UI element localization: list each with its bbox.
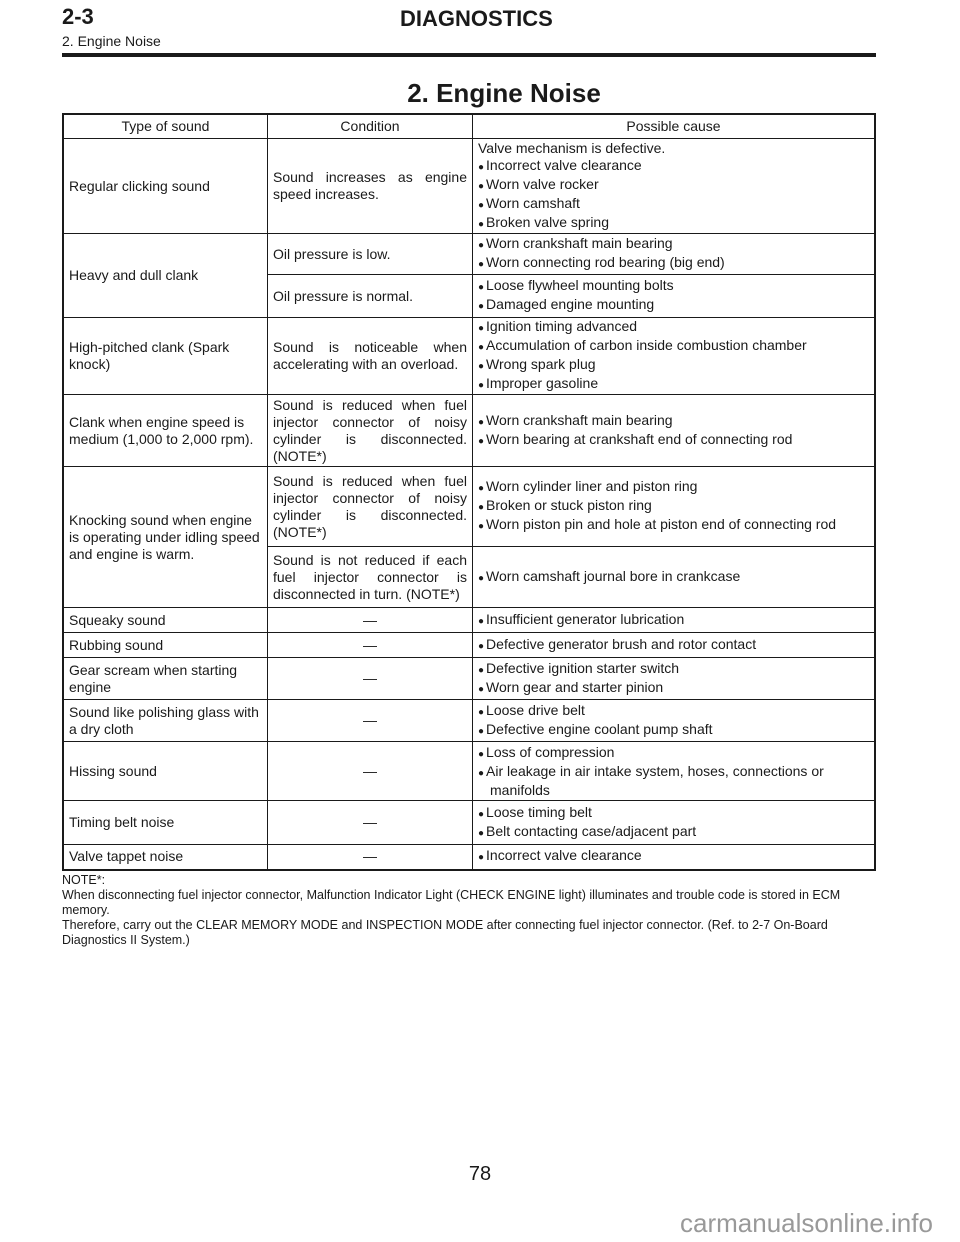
table-row	[63, 467, 875, 547]
possible-cause-cell	[473, 395, 876, 467]
table-row	[63, 845, 875, 870]
header-rule	[62, 53, 876, 57]
cause-bullet-item: ● Worn connecting rod bearing (big end)	[478, 254, 869, 273]
possible-cause-cell	[473, 275, 876, 318]
cause-bullet-item: ● Worn camshaft journal bore in crankcase	[478, 568, 869, 587]
cause-bullet-item: ● Insufficient generator lubrication	[478, 611, 869, 630]
cause-bullet-item: ● Defective generator brush and rotor contact	[478, 636, 869, 655]
cause-bullet-item: ● Accumulation of carbon inside combustion chamber	[478, 337, 869, 356]
note-line: Therefore, carry out the CLEAR MEMORY MODE and INSPECTION MODE after connecting fuel injector connector. (Ref. to 2-7 On-Board Diagnostics II System.)	[62, 918, 828, 947]
sound-type-cell: Clank when engine speed is medium (1,000 to 2,000 rpm).	[63, 395, 268, 467]
cause-bullet-item: ● Worn camshaft	[478, 195, 869, 214]
table-row	[63, 700, 875, 742]
cause-bullet-item: ● Worn piston pin and hole at piston end of connecting rod	[478, 516, 869, 535]
cause-bullet-item: ● Ignition timing advanced	[478, 318, 869, 337]
sound-type-cell: Valve tappet noise	[63, 845, 268, 870]
possible-cause-cell	[473, 139, 876, 234]
cause-bullet-item: ● Loss of compression	[478, 744, 869, 763]
possible-cause-cell	[473, 742, 876, 801]
page-number: 78	[468, 1163, 492, 1185]
condition-cell: —	[268, 633, 473, 658]
sound-type-cell: High-pitched clank (Spark knock)	[63, 318, 268, 395]
cause-bullet-item: ● Worn cylinder liner and piston ring	[478, 478, 869, 497]
table-row	[63, 234, 875, 275]
cause-bullet-item: ● Broken valve spring	[478, 214, 869, 233]
cause-bullet-item: ● Incorrect valve clearance	[478, 157, 869, 176]
cause-bullet-item: ● Defective engine coolant pump shaft	[478, 721, 869, 740]
table-row	[63, 801, 875, 845]
possible-cause-cell	[473, 801, 876, 845]
condition-cell: Sound is reduced when fuel injector connector of noisy cylinder is disconnected. (NOTE*)	[268, 395, 473, 467]
cause-bullet-item: ● Belt contacting case/adjacent part	[478, 823, 869, 842]
cause-bullet-item: ● Worn valve rocker	[478, 176, 869, 195]
condition-cell: —	[268, 700, 473, 742]
table-row	[63, 742, 875, 801]
cause-bullet-item: ● Worn bearing at crankshaft end of connecting rod	[478, 431, 869, 450]
cause-bullet-item: ● Loose drive belt	[478, 702, 869, 721]
condition-cell: —	[268, 608, 473, 633]
table-row	[63, 395, 875, 467]
sound-type-cell: Regular clicking sound	[63, 139, 268, 234]
condition-cell: Sound increases as engine speed increases.	[268, 139, 473, 234]
cause-bullet-item: ● Air leakage in air intake system, hoses, connections or manifolds	[478, 763, 869, 799]
note	[62, 873, 876, 948]
sound-type-cell: Hissing sound	[63, 742, 268, 801]
section-number: 2-3	[62, 4, 94, 29]
sound-type-cell: Squeaky sound	[63, 608, 268, 633]
condition-cell: —	[268, 845, 473, 870]
condition-cell: Sound is noticeable when accelerating with an overload.	[268, 318, 473, 395]
possible-cause-cell	[473, 318, 876, 395]
table-row	[63, 318, 875, 395]
cause-bullet-item: ● Loose flywheel mounting bolts	[478, 277, 869, 296]
possible-cause-cell	[473, 700, 876, 742]
condition-cell: —	[268, 801, 473, 845]
cause-bullet-item: ● Loose timing belt	[478, 804, 869, 823]
section-subtitle: 2. Engine Noise	[62, 33, 161, 49]
column-header: Possible cause	[473, 114, 876, 139]
sound-type-cell: Sound like polishing glass with a dry cloth	[63, 700, 268, 742]
table-row	[63, 633, 875, 658]
page-title: 2. Engine Noise	[407, 78, 601, 108]
possible-cause-cell	[473, 633, 876, 658]
sound-type-cell: Gear scream when starting engine	[63, 658, 268, 700]
column-header: Condition	[268, 114, 473, 139]
sound-type-cell: Heavy and dull clank	[63, 234, 268, 318]
condition-cell: Oil pressure is normal.	[268, 275, 473, 318]
cause-bullet-item: ● Defective ignition starter switch	[478, 660, 869, 679]
sound-type-cell: Timing belt noise	[63, 801, 268, 845]
watermark: carmanualsonline.info	[680, 1208, 933, 1238]
note-label: NOTE*:	[62, 873, 106, 887]
condition-cell: Sound is not reduced if each fuel injector connector is disconnected in turn. (NOTE*)	[268, 547, 473, 608]
sound-type-cell: Knocking sound when engine is operating under idling speed and engine is warm.	[63, 467, 268, 608]
condition-cell: Oil pressure is low.	[268, 234, 473, 275]
possible-cause-cell	[473, 234, 876, 275]
possible-cause-cell	[473, 547, 876, 608]
cause-bullet-item: ● Broken or stuck piston ring	[478, 497, 869, 516]
column-header: Type of sound	[63, 114, 268, 139]
note-line: When disconnecting fuel injector connector, Malfunction Indicator Light (CHECK ENGINE light) illuminates and trouble code is stored in ECM memory.	[62, 888, 841, 917]
cause-bullet-item: ● Incorrect valve clearance	[478, 847, 869, 866]
cause-bullet-item: ● Damaged engine mounting	[478, 296, 869, 315]
sound-type-cell: Rubbing sound	[63, 633, 268, 658]
possible-cause-cell	[473, 467, 876, 547]
possible-cause-cell	[473, 658, 876, 700]
cause-bullet-item: ● Worn crankshaft main bearing	[478, 412, 869, 431]
condition-cell: Sound is reduced when fuel injector connector of noisy cylinder is disconnected. (NOTE*)	[268, 467, 473, 547]
cause-bullet-item: ● Improper gasoline	[478, 375, 869, 394]
possible-cause-cell	[473, 608, 876, 633]
engine-noise-table	[62, 113, 876, 871]
cause-intro: Valve mechanism is defective.	[478, 139, 666, 156]
cause-bullet-item: ● Wrong spark plug	[478, 356, 869, 375]
chapter-title: DIAGNOSTICS	[400, 6, 553, 31]
table-row	[63, 608, 875, 633]
possible-cause-cell	[473, 845, 876, 870]
table-row	[63, 139, 875, 234]
condition-cell: —	[268, 658, 473, 700]
cause-bullet-item: ● Worn crankshaft main bearing	[478, 235, 869, 254]
table-header-row	[63, 114, 875, 139]
condition-cell: —	[268, 742, 473, 801]
table-row	[63, 658, 875, 700]
cause-bullet-item: ● Worn gear and starter pinion	[478, 679, 869, 698]
